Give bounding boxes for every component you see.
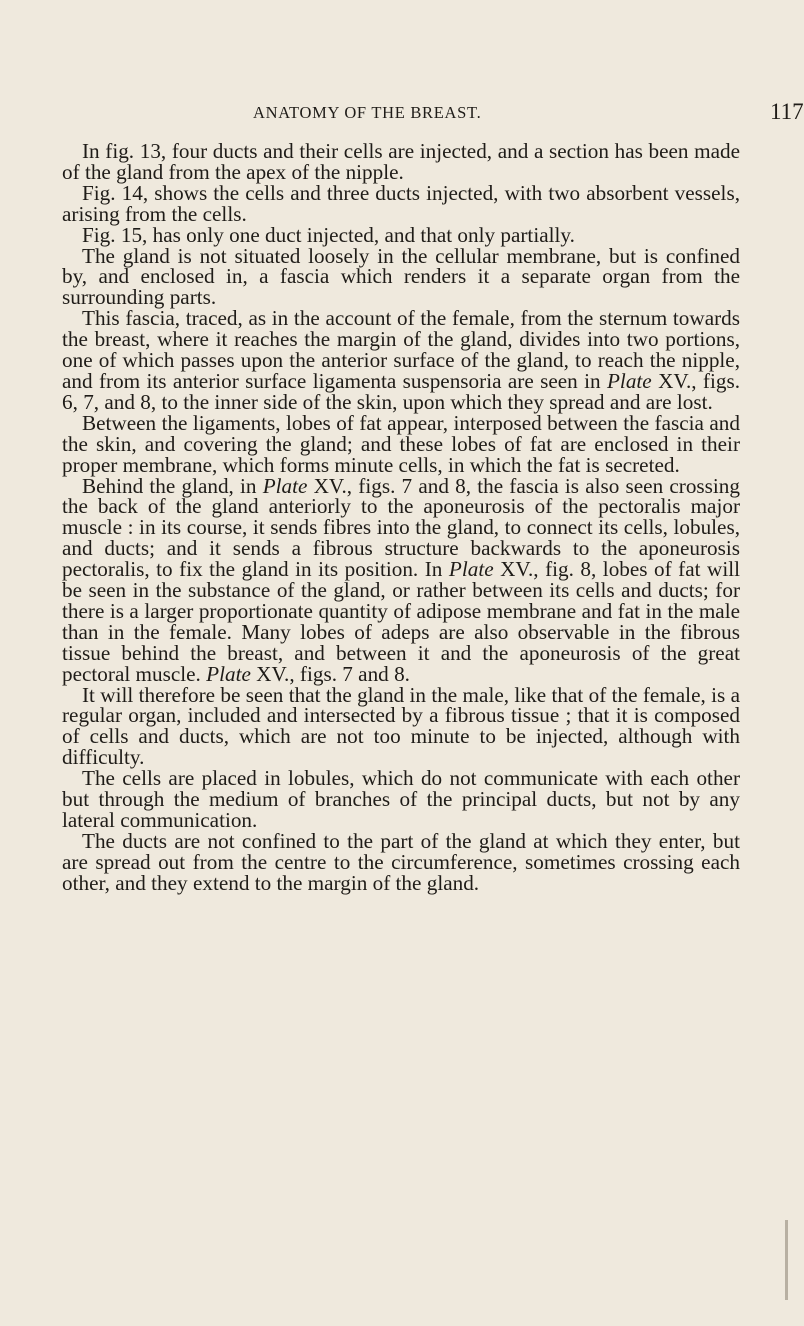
- scan-edge-mark: [785, 1220, 788, 1300]
- text-run: Fig. 14, shows the cells and three ducts injected, with two absorbent vessels, arising from the cells.: [62, 180, 740, 226]
- italic-run: Plate: [262, 473, 308, 498]
- text-run: Between the ligaments, lobes of fat appear, interposed between the fascia and the skin, and covering the gland; and these lobes of fat are enclosed in their proper membrane, which forms minute cells, in which the fat is secreted.: [62, 410, 740, 477]
- body-text: [62, 141, 740, 894]
- text-run: This fascia, traced, as in the account of the female, from the sternum towards the breast, where it reaches the margin of the gland, divides into two portions, one of which passes upon the anterior surface of the gland, to reach the nipple, and from its anterior surface ligamenta suspensoria are seen in: [62, 306, 740, 393]
- text-run: The cells are placed in lobules, which do not communicate with each other but through the medium of branches of the principal ducts, but not by any lateral communication.: [62, 766, 740, 832]
- text-run: It will therefore be seen that the gland in the male, like that of the female, is a regular organ, included and intersected by a fibrous tissue ; that it is composed of cells and ducts, which are not too minute to be injected, although with difficulty.: [62, 682, 740, 770]
- text-run: XV., figs. 7 and 8, the fascia is also seen crossing the back of the gland anteriorly to the aponeurosis of the pectoralis major muscle : in its course, it sends fibres into the gland, to connect its cells, lobules, and ducts; and it sends a fibrous structure backwards to the aponeurosis pectoralis, to fix the gland in its position. In: [62, 473, 740, 582]
- running-head: ANATOMY OF THE BREAST.: [253, 103, 482, 122]
- paragraph: [62, 682, 740, 770]
- italic-run: Plate: [606, 368, 652, 393]
- paragraph: [62, 410, 740, 477]
- italic-run: Plate: [206, 661, 251, 686]
- text-run: The gland is not situated loosely in the cellular membrane, but is confined by, and enclosed in, a fascia which renders it a separate organ from the surrounding parts.: [62, 243, 740, 310]
- page-number: 117: [770, 99, 804, 124]
- paragraph: [62, 473, 740, 686]
- paragraph: [62, 828, 740, 895]
- paragraph: [62, 222, 740, 247]
- text-run: In fig. 13, four ducts and their cells are injected, and a section has been made of the gland from the apex of the nipple.: [62, 139, 740, 184]
- paragraph: [62, 141, 740, 183]
- text-run: XV., figs. 7 and 8.: [250, 661, 410, 686]
- paragraph: [62, 308, 740, 413]
- text-run: XV., fig. 8, lobes of fat will be seen in the substance of the gland, or rather between its cells and ducts; for there is a larger proportionate quantity of adipose membrane and fat in the male than in the female. Many lobes of adeps are also observable in the fibrous tissue behind the breast, and between it and the aponeurosis of the great pectoral muscle.: [62, 557, 740, 686]
- text-run: Behind the gland, in: [82, 473, 263, 498]
- italic-run: Plate: [448, 557, 494, 582]
- text-run: XV., figs. 6, 7, and 8, to the inner side of the skin, upon which they spread and are lost.: [62, 368, 740, 414]
- text-run: The ducts are not confined to the part of the gland at which they enter, but are spread out from the centre to the circumference, sometimes crossing each other, and they extend to the margin of the gland.: [62, 828, 740, 895]
- paragraph: [62, 768, 740, 831]
- paragraph: [62, 180, 740, 226]
- paragraph: [62, 243, 740, 310]
- text-run: Fig. 15, has only one duct injected, and that only partially.: [82, 222, 575, 247]
